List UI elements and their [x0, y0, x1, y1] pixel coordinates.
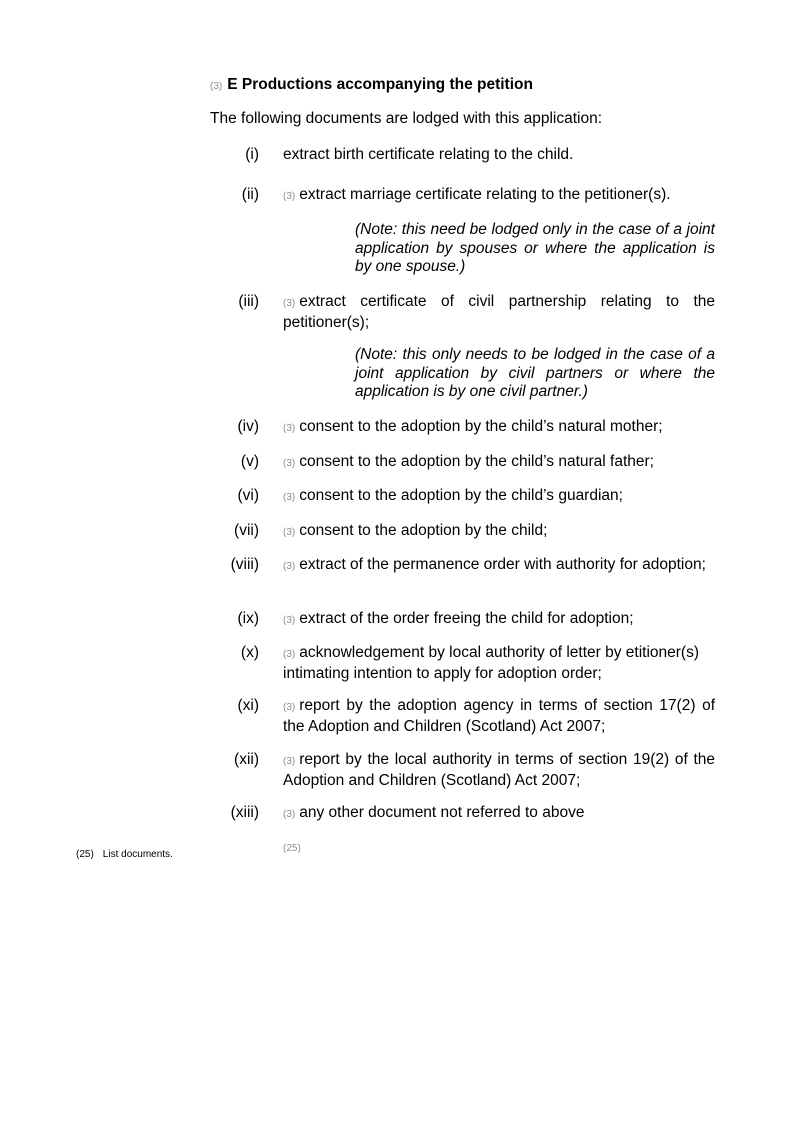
item-reference: (3) — [283, 702, 296, 713]
item-reference: (3) — [283, 527, 296, 538]
item-number: (iii) — [238, 293, 259, 310]
item-number: (iv) — [237, 418, 259, 435]
heading-reference: (3) — [210, 81, 223, 92]
item-reference: (3) — [283, 649, 296, 660]
footnote — [76, 849, 173, 860]
item-number: (ii) — [241, 186, 259, 203]
item-number: (viii) — [230, 556, 259, 573]
item-number: (vi) — [237, 487, 259, 504]
item-text: (3) extract marriage certificate relating to the petitioner(s). — [283, 186, 671, 203]
item-reference: (3) — [283, 458, 296, 469]
item-note: (Note: this only needs to be lodged in the case of a joint application by civil partners or where the application is by one civil partner.) — [355, 346, 715, 400]
item-number: (ix) — [237, 610, 259, 627]
item-reference: (3) — [283, 561, 296, 572]
item-text: (3) acknowledgement by local authority of letter by etitioner(s) intimating intention to apply for adoption order; — [283, 644, 699, 682]
item-text: (3) extract certificate of civil partnership relating to the petitioner(s); — [283, 293, 715, 331]
footnote-number: (25) — [76, 849, 94, 860]
item-number: (x) — [240, 644, 259, 661]
item-reference: (3) — [283, 423, 296, 434]
item-text: (3) report by the local authority in terms of section 19(2) of the Adoption and Children (Scotland) Act 2007; — [283, 751, 715, 789]
item-reference: (3) — [283, 756, 296, 767]
item-text: (3) report by the adoption agency in terms of section 17(2) of the Adoption and Children (Scotland) Act 2007; — [283, 697, 715, 735]
item-reference: (3) — [283, 298, 296, 309]
item-text: (3) consent to the adoption by the child’s natural father; — [283, 453, 654, 470]
item-number: (vii) — [234, 522, 259, 539]
item-text: (3) consent to the adoption by the child’s natural mother; — [283, 418, 663, 435]
item-number: (v) — [240, 453, 259, 470]
item-text: (3) extract of the permanence order with authority for adoption; — [283, 556, 706, 573]
footnote-text: List documents. — [102, 849, 173, 860]
item-text: (3) extract of the order freeing the child for adoption; — [283, 610, 634, 627]
item-note: (Note: this need be lodged only in the case of a joint application by spouses or where the application is by one spouse.) — [355, 221, 715, 275]
item-text: extract birth certificate relating to the child. — [283, 146, 574, 163]
item-reference: (3) — [283, 191, 296, 202]
item-reference: (3) — [283, 809, 296, 820]
item-number: (xi) — [237, 697, 259, 714]
intro-text: The following documents are lodged with this application: — [210, 110, 603, 127]
section-heading — [210, 76, 533, 94]
item-text: (3) consent to the adoption by the child’s guardian; — [283, 487, 623, 504]
footnote-reference: (25) — [283, 843, 301, 854]
heading-title: E Productions accompanying the petition — [227, 76, 533, 93]
item-reference: (3) — [283, 492, 296, 503]
item-text: (3) any other document not referred to above — [283, 804, 585, 821]
item-number: (xii) — [234, 751, 259, 768]
item-number: (i) — [245, 146, 259, 163]
item-number: (xiii) — [230, 804, 259, 821]
item-reference: (3) — [283, 615, 296, 626]
item-text: (3) consent to the adoption by the child; — [283, 522, 548, 539]
